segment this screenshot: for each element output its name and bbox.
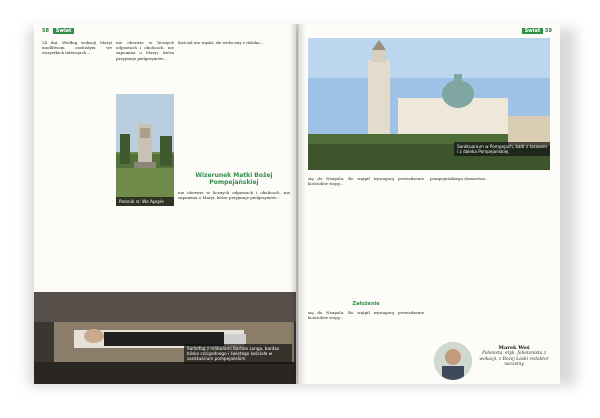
left-page (34, 24, 296, 384)
left-folio (42, 28, 74, 34)
left-col-3: Kościoł nie wąski, ale widoczny z daleka... (178, 40, 264, 45)
sanctuary-caption: Sanktuarium w Pompejach, kadr z tarasem i z daleka Pompejańskiej (454, 142, 550, 156)
left-col-3b: nie oberwie w licznych odpustach i okolicach, nie zapomina o Maryi, która przyjmuje pielgrzymów... (178, 190, 290, 201)
left-col-2-top: nie oberwie w licznych odpustach i okolicach, nie zapomina o Maryi, która przyjmuje pielgrzymów... (116, 40, 174, 61)
pull-quote: Wizerunek Matki Bożej Pompejańskiej (195, 172, 273, 186)
sarcophagus-photo (34, 292, 296, 384)
monument-photo (116, 94, 174, 206)
small-photo-caption: Pomnik rz. Wo Apsyle (116, 197, 174, 206)
left-section-tab: Świat (53, 28, 75, 34)
right-page (298, 24, 560, 384)
sanctuary-photo (308, 38, 550, 170)
sarcophagus-caption: Sarkofag z relikwiami Bartolo Longo, bardzo blisko czcigodnego i świętego kościoła w sanktuarium pompejańskim (184, 344, 292, 364)
left-page-number: 58 (42, 28, 49, 34)
author-bio: Polonista, etyk, felietonista z wokacji, z Bożej Łaski redaktor naczelny (479, 351, 549, 368)
author-name: Marek Woś (498, 345, 530, 351)
right-col-2: pompejańskiego domostwa... (430, 176, 489, 181)
spine-shadow (290, 24, 306, 384)
right-folio (520, 28, 552, 34)
author-block (478, 346, 550, 368)
right-col-1b: się do Neapolu. Bo wątpił wyznajacy prowadzenie kościołów stopy... (308, 310, 424, 321)
right-col-1: się do Neapolu. Bo wątpił wyznajacy prowadzenie kościołów stopy... (308, 176, 424, 187)
right-page-number: 59 (545, 28, 552, 34)
author-avatar (434, 342, 472, 380)
right-section-tab: Świat (522, 28, 544, 34)
subheading: Założenie (352, 301, 380, 307)
left-col-1: 24 dni. Według wokacji Maryi modlitwom osobistym we wszystkich intencjach... (42, 40, 112, 56)
